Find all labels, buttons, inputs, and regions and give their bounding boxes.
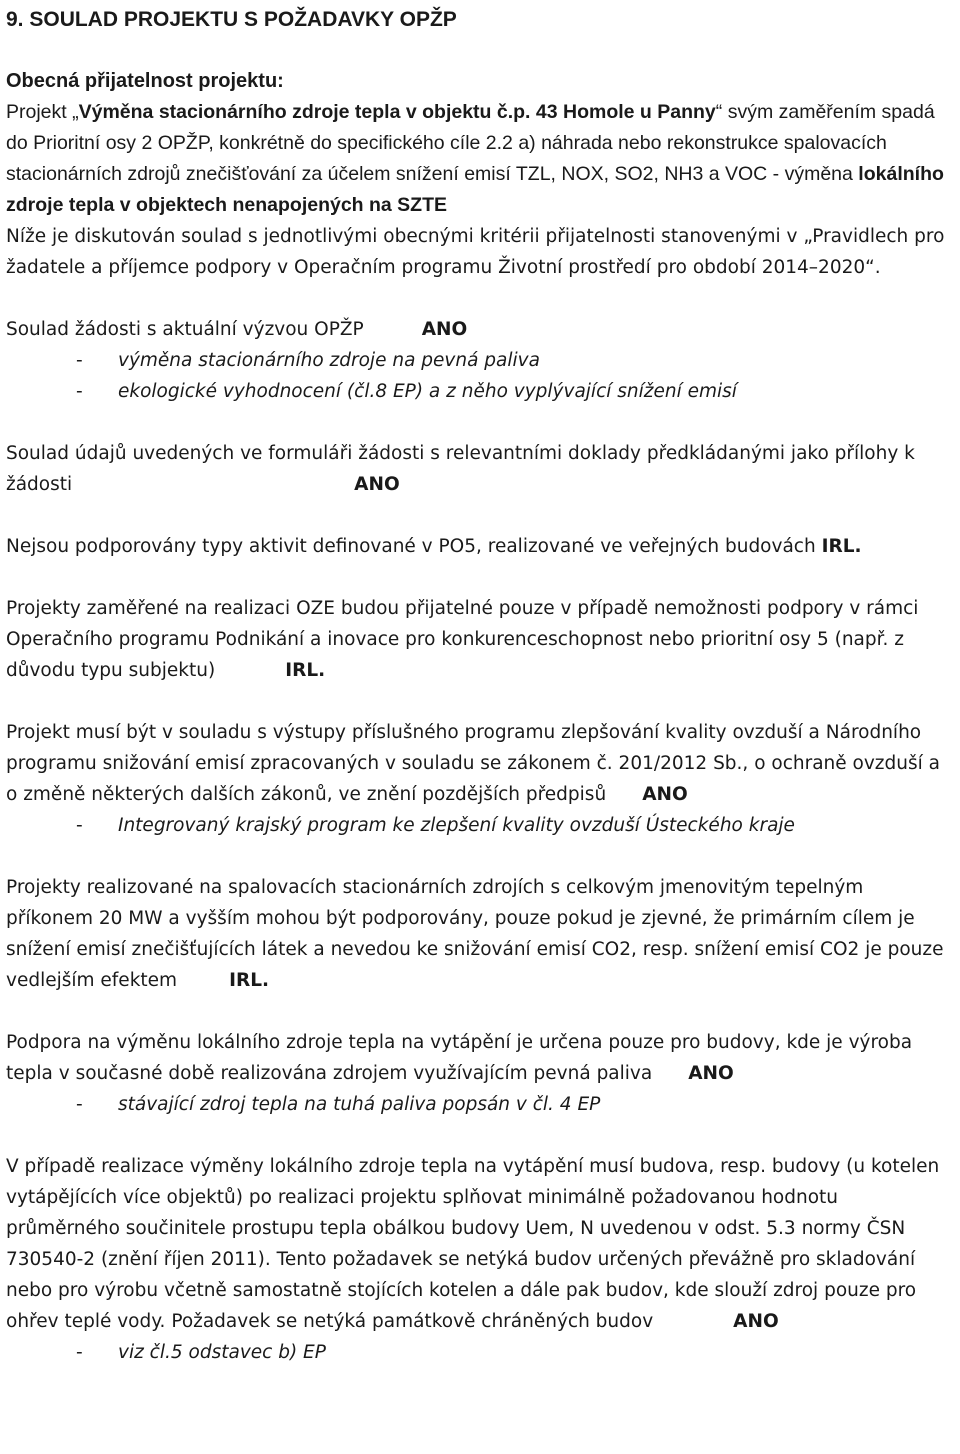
criterion-text: Soulad údajů uvedených ve formuláři žádosti s relevantními doklady předkládanými jako přílohy k žádosti ANO bbox=[6, 443, 915, 495]
criterion-text: Soulad žádosti s aktuální výzvou OPŽP ANO bbox=[6, 319, 468, 340]
list-item: - viz čl.5 odstavec b) EP bbox=[6, 1337, 952, 1368]
criteria-intro-paragraph: Níže je diskutován soulad s jednotlivými obecnými kritérii přijatelnosti stanovenými v „Pravidlech pro žadatele a příjemce podpory v Operačním programu Životní prostředí pro období 2014–2020“. bbox=[6, 226, 945, 278]
criterion-answer: IRL. bbox=[821, 536, 862, 557]
criterion-block bbox=[6, 1151, 952, 1368]
criterion-block bbox=[6, 438, 952, 500]
list-item: - výměna stacionárního zdroje na pevná paliva bbox=[6, 345, 952, 376]
criterion-answer: IRL. bbox=[285, 660, 326, 681]
criterion-block bbox=[6, 717, 952, 841]
criterion-text: Projekt musí být v souladu s výstupy příslušného programu zlepšování kvality ovzduší a Národního programu snižování emisí zpracovaných v souladu se zákonem č. 201/2012 Sb., o ochraně ovzduší a o změně některých dalších zákonů, ve znění pozdějších předpisů ANO bbox=[6, 722, 940, 805]
list-item: - ekologické vyhodnocení (čl.8 EP) a z něho vyplývající snížení emisí bbox=[6, 376, 952, 407]
criterion-answer: ANO bbox=[354, 474, 400, 495]
general-acceptability-title: Obecná přijatelnost projektu: bbox=[6, 70, 284, 92]
criterion-answer: ANO bbox=[642, 784, 688, 805]
criterion-bullets bbox=[6, 810, 952, 841]
criterion-block bbox=[6, 1027, 952, 1120]
measure-description: lokálního zdroje tepla v objektech nenapojených na SZTE bbox=[6, 163, 944, 216]
criterion-block bbox=[6, 531, 952, 562]
criterion-text: V případě realizace výměny lokálního zdroje tepla na vytápění musí budova, resp. budovy (u kotelen vytápějících více objektů) po realizaci projektu splňovat minimálně požadovanou hodnotu průměrného součinitele prostupu tepla obálkou budovy Uem, N uvedenou v odst. 5.3 normy ČSN 730540-2 (znění říjen 2011). Tento požadavek se netýká budov určených převážně pro skladování nebo pro výrobu včetně samostatně stojících kotelen a dále pak budov, kde slouží zdroj pouze pro ohřev teplé vody. Požadavek se netýká památkově chráněných budov ANO bbox=[6, 1156, 940, 1332]
criterion-text: Projekty zaměřené na realizaci OZE budou přijatelné pouze v případě nemožnosti podpory v rámci Operačního programu Podnikání a inovace pro konkurenceschopnost nebo prioritní osy 5 (např. z důvodu typu subjektu) IRL. bbox=[6, 598, 919, 681]
criterion-answer: ANO bbox=[421, 319, 468, 340]
list-item: - Integrovaný krajský program ke zlepšení kvality ovzduší Ústeckého kraje bbox=[6, 810, 952, 841]
criterion-answer: ANO bbox=[688, 1063, 734, 1084]
criterion-answer: IRL. bbox=[229, 970, 270, 991]
criterion-bullets bbox=[6, 1089, 952, 1120]
criterion-text: Nejsou podporovány typy aktivit definované v PO5, realizované ve veřejných budovách IRL. bbox=[6, 536, 862, 557]
criterion-answer: ANO bbox=[733, 1311, 779, 1332]
list-item: - stávající zdroj tepla na tuhá paliva popsán v čl. 4 EP bbox=[6, 1089, 952, 1120]
criterion-bullets bbox=[6, 1337, 952, 1368]
project-name: Výměna stacionárního zdroje tepla v objektu č.p. 43 Homole u Panny bbox=[78, 101, 716, 123]
criterion-text: Projekty realizované na spalovacích stacionárních zdrojích s celkovým jmenovitým tepelným příkonem 20 MW a vyšším mohou být podporovány, pouze pokud je zjevné, že primárním cílem je snížení emisí znečišťujících látek a nevedou ke snižování emisí CO2, resp. snížení emisí CO2 je pouze vedlejším efektem IRL. bbox=[6, 877, 944, 991]
criterion-block bbox=[6, 314, 952, 407]
section-heading: 9. SOULAD PROJEKTU S POŽADAVKY OPŽP bbox=[6, 8, 457, 31]
criterion-block bbox=[6, 593, 952, 686]
criterion-block bbox=[6, 872, 952, 996]
criterion-text: Podpora na výměnu lokálního zdroje tepla na vytápění je určena pouze pro budovy, kde je výroba tepla v současné době realizována zdrojem využívajícím pevná paliva ANO bbox=[6, 1032, 913, 1084]
project-description-paragraph: Projekt „Výměna stacionárního zdroje tepla v objektu č.p. 43 Homole u Panny“ svým zaměřením spadá do Prioritní osy 2 OPŽP, konkrétně do specifického cíle 2.2 a) náhrada nebo rekonstrukce spalovacích stacionárních zdrojů znečišťování za účelem snížení emisí TZL, NOX, SO2, NH3 a VOC - výměna lokálního zdroje tepla v objektech nenapojených na SZTE bbox=[6, 101, 944, 216]
criterion-bullets bbox=[6, 345, 952, 407]
